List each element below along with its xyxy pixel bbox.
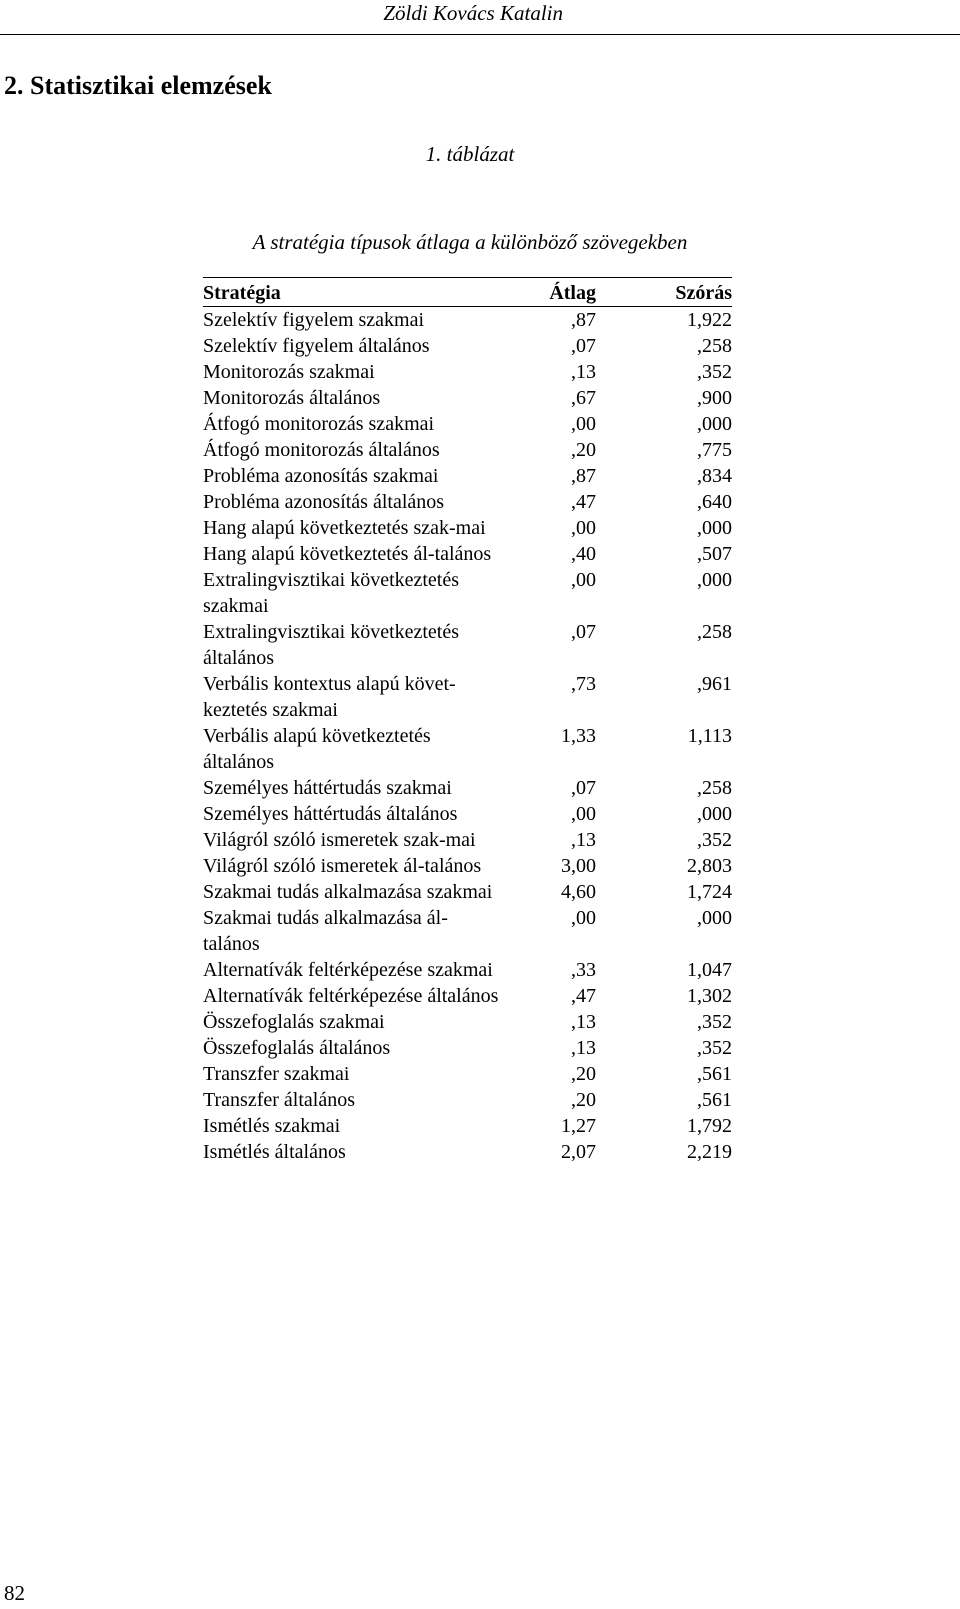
strategy-table — [203, 277, 732, 1165]
row-label: Szelektív figyelem szakmai — [203, 309, 425, 331]
table-row — [203, 801, 732, 827]
table-row — [203, 671, 732, 723]
row-label: Átfogó monitorozás szakmai — [203, 413, 435, 435]
row-label: Szakmai tudás alkalmazása ál-talános — [203, 907, 448, 955]
row-mean: ,20 — [571, 1063, 596, 1085]
row-mean: ,40 — [571, 543, 596, 565]
row-sd: ,352 — [697, 1037, 732, 1059]
table-row — [203, 957, 732, 983]
row-mean: ,07 — [571, 777, 596, 799]
table-row — [203, 1061, 732, 1087]
row-mean: ,47 — [571, 985, 596, 1007]
table-header-row — [203, 278, 732, 307]
row-label: Probléma azonosítás szakmai — [203, 465, 439, 487]
row-label: Verbális alapú következtetés általános — [203, 725, 431, 773]
row-sd: 1,792 — [687, 1115, 732, 1137]
table-row — [203, 853, 732, 879]
row-mean: ,07 — [571, 335, 596, 357]
row-sd: ,000 — [697, 517, 732, 539]
row-mean: ,33 — [571, 959, 596, 981]
row-mean: ,20 — [571, 439, 596, 461]
table-row — [203, 411, 732, 437]
table-row — [203, 385, 732, 411]
row-label: Világról szóló ismeretek szak-mai — [203, 829, 476, 851]
row-mean: ,00 — [571, 517, 596, 539]
row-sd: ,900 — [697, 387, 732, 409]
row-mean: ,73 — [571, 673, 596, 695]
row-sd: ,961 — [697, 673, 732, 695]
table-row — [203, 1035, 732, 1061]
row-sd: ,000 — [697, 907, 732, 929]
table-row — [203, 333, 732, 359]
row-mean: 4,60 — [561, 881, 596, 903]
row-sd: ,640 — [697, 491, 732, 513]
row-label: Alternatívák feltérképezése általános — [203, 985, 499, 1007]
row-label: Ismétlés általános — [203, 1141, 346, 1163]
column-header-sd: Szórás — [596, 278, 732, 307]
row-mean: ,67 — [571, 387, 596, 409]
row-sd: 1,724 — [687, 881, 732, 903]
table-row — [203, 983, 732, 1009]
row-mean: ,47 — [571, 491, 596, 513]
row-sd: ,352 — [697, 829, 732, 851]
row-sd: ,000 — [697, 569, 732, 591]
table-row — [203, 489, 732, 515]
table-row — [203, 905, 732, 957]
row-mean: ,00 — [571, 907, 596, 929]
row-sd: ,000 — [697, 413, 732, 435]
header-rule — [0, 34, 960, 35]
row-label: Szelektív figyelem általános — [203, 335, 430, 357]
row-label: Transzfer általános — [203, 1089, 355, 1111]
row-mean: ,13 — [571, 829, 596, 851]
table-row — [203, 827, 732, 853]
row-label: Alternatívák feltérképezése szakmai — [203, 959, 493, 981]
table-row — [203, 437, 732, 463]
row-label: Monitorozás szakmai — [203, 361, 375, 383]
table-row — [203, 879, 732, 905]
row-sd: ,561 — [697, 1089, 732, 1111]
row-label: Monitorozás általános — [203, 387, 381, 409]
row-mean: ,00 — [571, 413, 596, 435]
row-sd: 2,219 — [687, 1141, 732, 1163]
row-sd: ,000 — [697, 803, 732, 825]
row-sd: 1,922 — [687, 309, 732, 331]
row-mean: ,00 — [571, 803, 596, 825]
row-mean: ,13 — [571, 1037, 596, 1059]
row-mean: ,87 — [571, 309, 596, 331]
row-sd: ,258 — [697, 621, 732, 643]
table-row — [203, 359, 732, 385]
row-sd: 1,113 — [687, 725, 732, 747]
table-number: 1. táblázat — [425, 142, 515, 166]
table-row — [203, 515, 732, 541]
row-sd: ,834 — [697, 465, 732, 487]
table-row — [203, 307, 732, 334]
table-row — [203, 1113, 732, 1139]
row-label: Személyes háttértudás szakmai — [203, 777, 452, 799]
table-row — [203, 1009, 732, 1035]
column-header-mean: Átlag — [503, 278, 596, 307]
row-sd: ,561 — [697, 1063, 732, 1085]
row-label: Személyes háttértudás általános — [203, 803, 458, 825]
row-label: Probléma azonosítás általános — [203, 491, 445, 513]
row-mean: ,00 — [571, 569, 596, 591]
row-label: Transzfer szakmai — [203, 1063, 350, 1085]
row-mean: ,13 — [571, 361, 596, 383]
row-mean: 1,33 — [561, 725, 596, 747]
row-label: Átfogó monitorozás általános — [203, 439, 440, 461]
table-row — [203, 1087, 732, 1113]
row-mean: ,20 — [571, 1089, 596, 1111]
table-row — [203, 1139, 732, 1165]
section-title: 2. Statisztikai elemzések — [4, 71, 272, 100]
row-sd: 1,047 — [687, 959, 732, 981]
table-row — [203, 567, 732, 619]
row-sd: ,775 — [697, 439, 732, 461]
row-label: Hang alapú következtetés ál-talános — [203, 543, 492, 565]
row-label: Világról szóló ismeretek ál-talános — [203, 855, 482, 877]
row-label: Hang alapú következtetés szak-mai — [203, 517, 486, 539]
row-sd: ,258 — [697, 335, 732, 357]
row-mean: 3,00 — [561, 855, 596, 877]
page-number: 82 — [4, 1581, 25, 1605]
table-row — [203, 463, 732, 489]
table-row — [203, 619, 732, 671]
running-header-author: Zöldi Kovács Katalin — [383, 1, 563, 25]
row-label: Extralingvisztikai következtetés általános — [203, 621, 460, 669]
row-label: Összefoglalás szakmai — [203, 1011, 385, 1033]
table-row — [203, 541, 732, 567]
row-mean: ,87 — [571, 465, 596, 487]
row-mean: ,13 — [571, 1011, 596, 1033]
row-mean: ,07 — [571, 621, 596, 643]
table-caption: A stratégia típusok átlaga a különböző szövegekben — [252, 230, 688, 254]
column-header-strategy: Stratégia — [203, 278, 503, 307]
row-label: Összefoglalás általános — [203, 1037, 391, 1059]
row-sd: ,352 — [697, 1011, 732, 1033]
table-row — [203, 775, 732, 801]
row-sd: 2,803 — [687, 855, 732, 877]
row-sd: ,507 — [697, 543, 732, 565]
row-label: Extralingvisztikai következtetés szakmai — [203, 569, 460, 617]
row-sd: ,258 — [697, 777, 732, 799]
row-label: Szakmai tudás alkalmazása szakmai — [203, 881, 493, 903]
row-sd: ,352 — [697, 361, 732, 383]
row-sd: 1,302 — [687, 985, 732, 1007]
row-mean: 1,27 — [561, 1115, 596, 1137]
row-label: Ismétlés szakmai — [203, 1115, 341, 1137]
table-row — [203, 723, 732, 775]
row-mean: 2,07 — [561, 1141, 596, 1163]
row-label: Verbális kontextus alapú követ-keztetés szakmai — [203, 673, 456, 721]
